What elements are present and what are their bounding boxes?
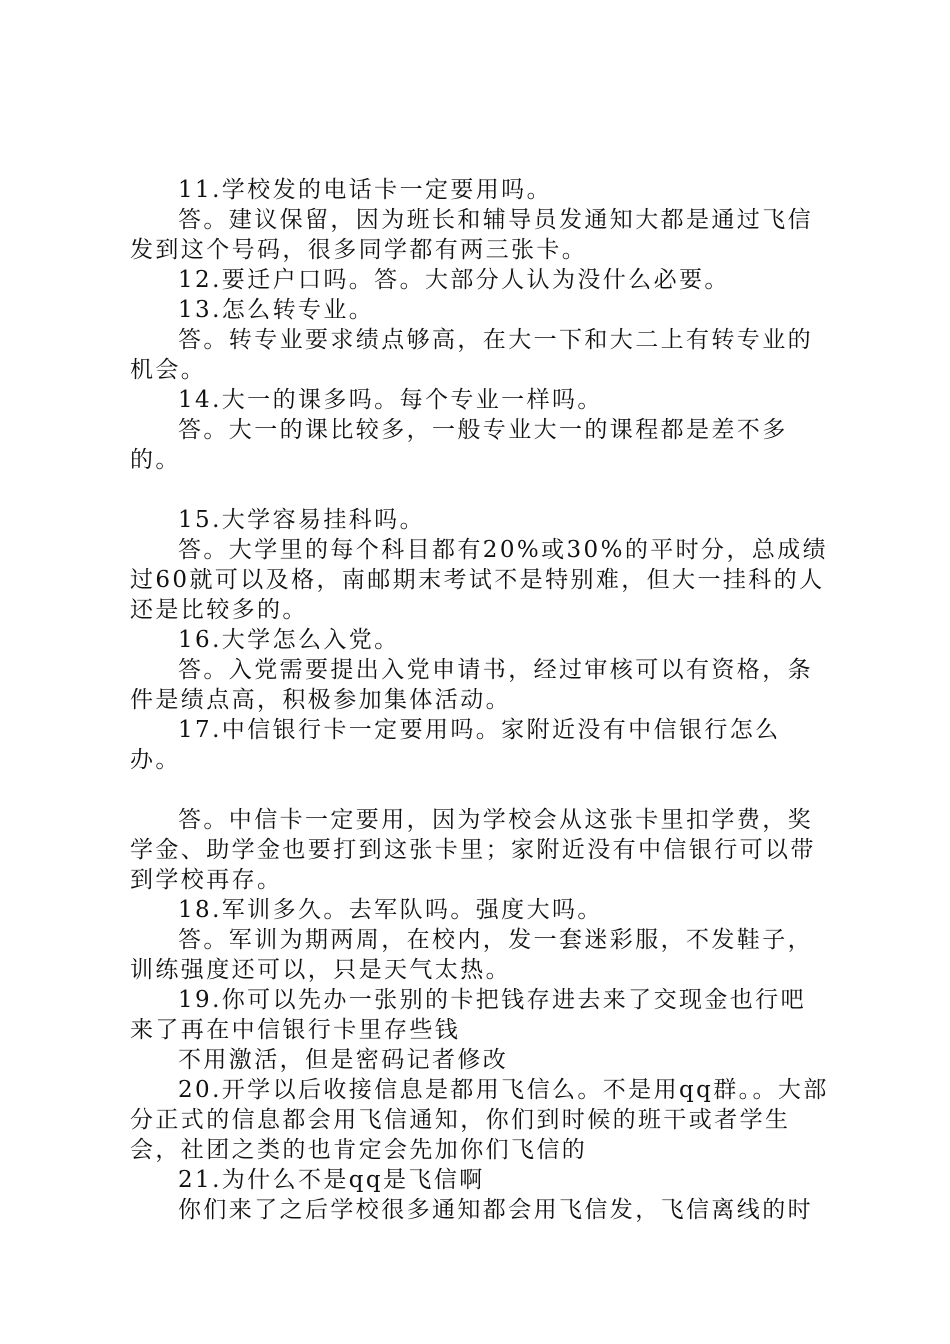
answer-15: 答。大学里的每个科目都有20%或30%的平时分，总成绩过60就可以及格，南邮期末考试不是特别难，但大一挂科的人还是比较多的。 — [130, 537, 829, 623]
answer-14: 答。大一的课比较多，一般专业大一的课程都是差不多的。 — [130, 417, 788, 473]
answer-13: 答。转专业要求绩点够高，在大一下和大二上有转专业的机会。 — [130, 327, 813, 383]
document-body — [130, 175, 830, 1225]
item-20: 20.开学以后收接信息是都用飞信么。不是用qq群。。大部分正式的信息都会用飞信通知，你们到时候的班干或者学生会，社团之类的也肯定会先加你们飞信的 — [130, 1077, 829, 1163]
item-19-note: 不用激活，但是密码记者修改 — [178, 1047, 509, 1073]
question-16: 16.大学怎么入党。 — [178, 627, 400, 653]
item-19: 19.你可以先办一张别的卡把钱存进去来了交现金也行吧来了再在中信银行卡里存些钱 — [130, 987, 806, 1043]
answer-18: 答。军训为期两周，在校内，发一套迷彩服，不发鞋子，训练强度还可以，只是天气太热。 — [130, 927, 813, 983]
answer-11: 答。建议保留，因为班长和辅导员发通知大都是通过飞信发到这个号码，很多同学都有两三张卡。 — [130, 207, 813, 263]
question-14: 14.大一的课多吗。每个专业一样吗。 — [178, 387, 603, 413]
answer-16: 答。入党需要提出入党申请书，经过审核可以有资格，条件是绩点高，积极参加集体活动。 — [130, 657, 813, 713]
question-21: 21.为什么不是qq是飞信啊 — [178, 1167, 485, 1193]
question-15: 15.大学容易挂科吗。 — [178, 507, 425, 533]
answer-17: 答。中信卡一定要用，因为学校会从这张卡里扣学费，奖学金、助学金也要打到这张卡里；家附近没有中信银行可以带到学校再存。 — [130, 807, 816, 893]
question-18: 18.军训多久。去军队吗。强度大吗。 — [178, 897, 603, 923]
question-11: 11.学校发的电话卡一定要用吗。 — [178, 177, 552, 203]
paragraph-gap — [130, 775, 830, 805]
answer-21: 你们来了之后学校很多通知都会用飞信发，飞信离线的时 — [178, 1197, 813, 1223]
question-17: 17.中信银行卡一定要用吗。家附近没有中信银行怎么办。 — [130, 717, 781, 773]
question-13: 13.怎么转专业。 — [178, 297, 375, 323]
question-answer-12: 12.要迁户口吗。答。大部分人认为没什么必要。 — [178, 267, 730, 293]
paragraph-gap — [130, 475, 830, 505]
